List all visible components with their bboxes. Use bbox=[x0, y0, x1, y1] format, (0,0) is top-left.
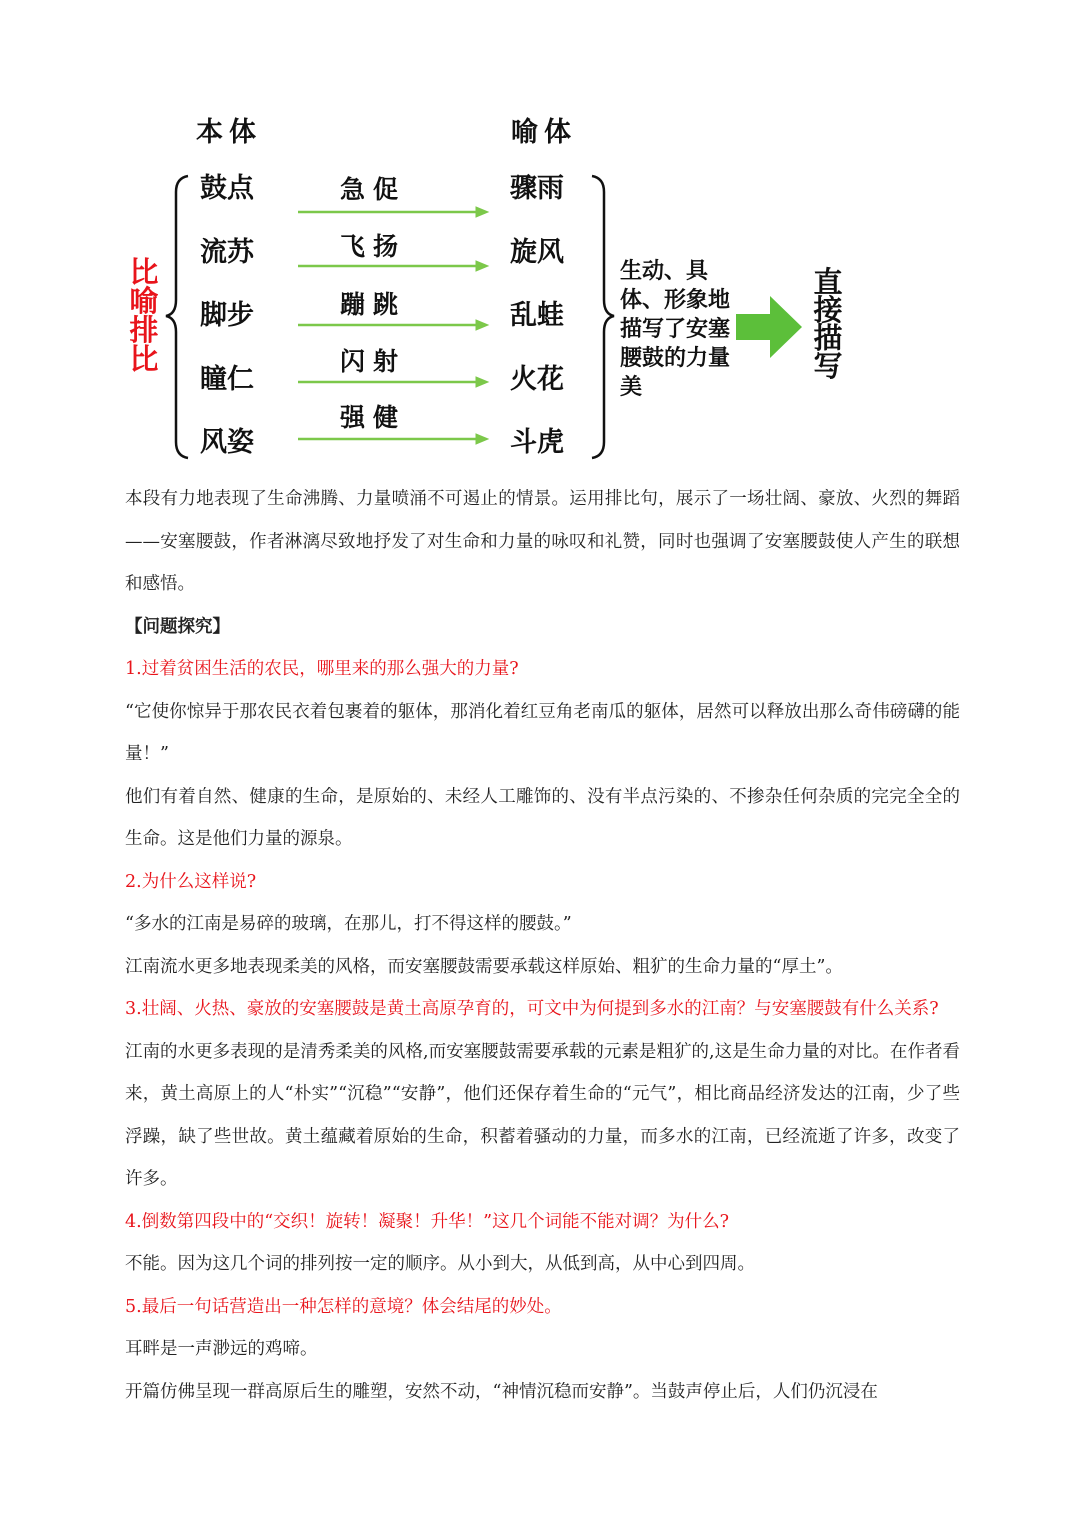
header-vehicle: 喻体 bbox=[511, 117, 577, 148]
quote-2: “多水的江南是易碎的玻璃，在那儿，打不得这样的腰鼓。” bbox=[125, 914, 572, 934]
vehicle-4: 火花 bbox=[510, 364, 564, 395]
vehicle-1: 骤雨 bbox=[510, 173, 564, 204]
arrow-row-1 bbox=[298, 207, 488, 217]
section-heading: 【问题探究】 bbox=[125, 616, 230, 637]
vehicle-3: 乱蛙 bbox=[510, 300, 564, 331]
answer-5-quote: 耳畔是一声渺远的鸡啼。 bbox=[125, 1339, 318, 1359]
tenor-4: 瞳仁 bbox=[200, 364, 254, 395]
arrow-row-3 bbox=[298, 320, 488, 330]
quality-3: 蹦跳 bbox=[340, 290, 407, 319]
arrow-row-4 bbox=[298, 377, 488, 387]
summary-text: 生动、具体、形象地描写了安塞腰鼓的力量美 bbox=[620, 259, 731, 400]
header-tenor: 本体 bbox=[196, 117, 262, 148]
answer-1: 他们有着自然、健康的生命，是原始的、未经人工雕饰的、没有半点污染的、不掺杂任何杂质的完完全全的生命。这是他们力量的源泉。 bbox=[125, 786, 960, 849]
answer-2: 江南流水更多地表现柔美的风格，而安塞腰鼓需要承载这样原始、粗犷的生命力量的“厚土”。 bbox=[125, 956, 843, 977]
tenor-1: 鼓点 bbox=[200, 173, 254, 204]
tenor-2: 流苏 bbox=[200, 237, 254, 268]
body-text bbox=[125, 478, 960, 1413]
arrow-row-2 bbox=[298, 261, 488, 271]
question-2: 2.为什么这样说? bbox=[125, 871, 257, 892]
question-4: 4.倒数第四段中的“交织！旋转！凝聚！升华！”这几个词能不能对调？为什么? bbox=[125, 1211, 729, 1232]
metaphor-diagram bbox=[0, 0, 1080, 470]
arrow-row-5 bbox=[298, 434, 488, 444]
right-brace bbox=[592, 176, 614, 458]
paragraph-analysis: 本段有力地表现了生命沸腾、力量喷涌不可遏止的情景。运用排比句，展示了一场壮阔、豪放、火烈的舞蹈——安塞腰鼓，作者淋漓尽致地抒发了对生命和力量的咏叹和礼赞，同时也强调了安塞腰鼓使人产生的联想和感悟。 bbox=[125, 489, 960, 594]
left-brace bbox=[166, 176, 188, 458]
diagram-lines bbox=[0, 0, 1080, 470]
question-3: 3.壮阔、火热、豪放的安塞腰鼓是黄土高原孕育的，可文中为何提到多水的江南？与安塞腰鼓有什么关系? bbox=[125, 999, 939, 1019]
question-1: 1.过着贫困生活的农民，哪里来的那么强大的力量? bbox=[125, 659, 519, 679]
side-label: 比喻排比 bbox=[129, 255, 159, 376]
vehicle-2: 旋风 bbox=[510, 237, 564, 268]
answer-5: 开篇仿佛呈现一群高原后生的雕塑，安然不动，“神情沉稳而安静”。当鼓声停止后，人们仍沉浸在 bbox=[125, 1381, 878, 1402]
vehicle-5: 斗虎 bbox=[510, 427, 564, 458]
quality-1: 急促 bbox=[340, 175, 407, 204]
tenor-5: 风姿 bbox=[200, 427, 254, 458]
question-5: 5.最后一句话营造出一种怎样的意境？体会结尾的妙处。 bbox=[125, 1296, 562, 1317]
big-arrow-icon bbox=[736, 296, 802, 358]
quality-5: 强健 bbox=[340, 403, 407, 432]
quote-1: “它使你惊异于那农民衣着包裹着的躯体，那消化着红豆角老南瓜的躯体，居然可以释放出那么奇伟磅礴的能量！” bbox=[125, 701, 960, 764]
tenor-3: 脚步 bbox=[200, 300, 254, 331]
answer-3: 江南的水更多表现的是清秀柔美的风格,而安塞腰鼓需要承载的元素是粗犷的,这是生命力量的对比。在作者看来，黄土高原上的人“朴实”“沉稳”“安静”，他们还保存着生命的“元气”，相比商品经济发达的江南，少了些浮躁，缺了些世故。黄土蕴藏着原始的生命，积蓄着骚动的力量，而多水的江南，已经流逝了许多，改变了许多。 bbox=[125, 1041, 960, 1189]
answer-4: 不能。因为这几个词的排列按一定的顺序。从小到大，从低到高，从中心到四周。 bbox=[125, 1254, 755, 1274]
quality-2: 飞扬 bbox=[340, 232, 407, 261]
result-label: 直接描写 bbox=[813, 265, 843, 383]
quality-4: 闪射 bbox=[340, 347, 407, 376]
